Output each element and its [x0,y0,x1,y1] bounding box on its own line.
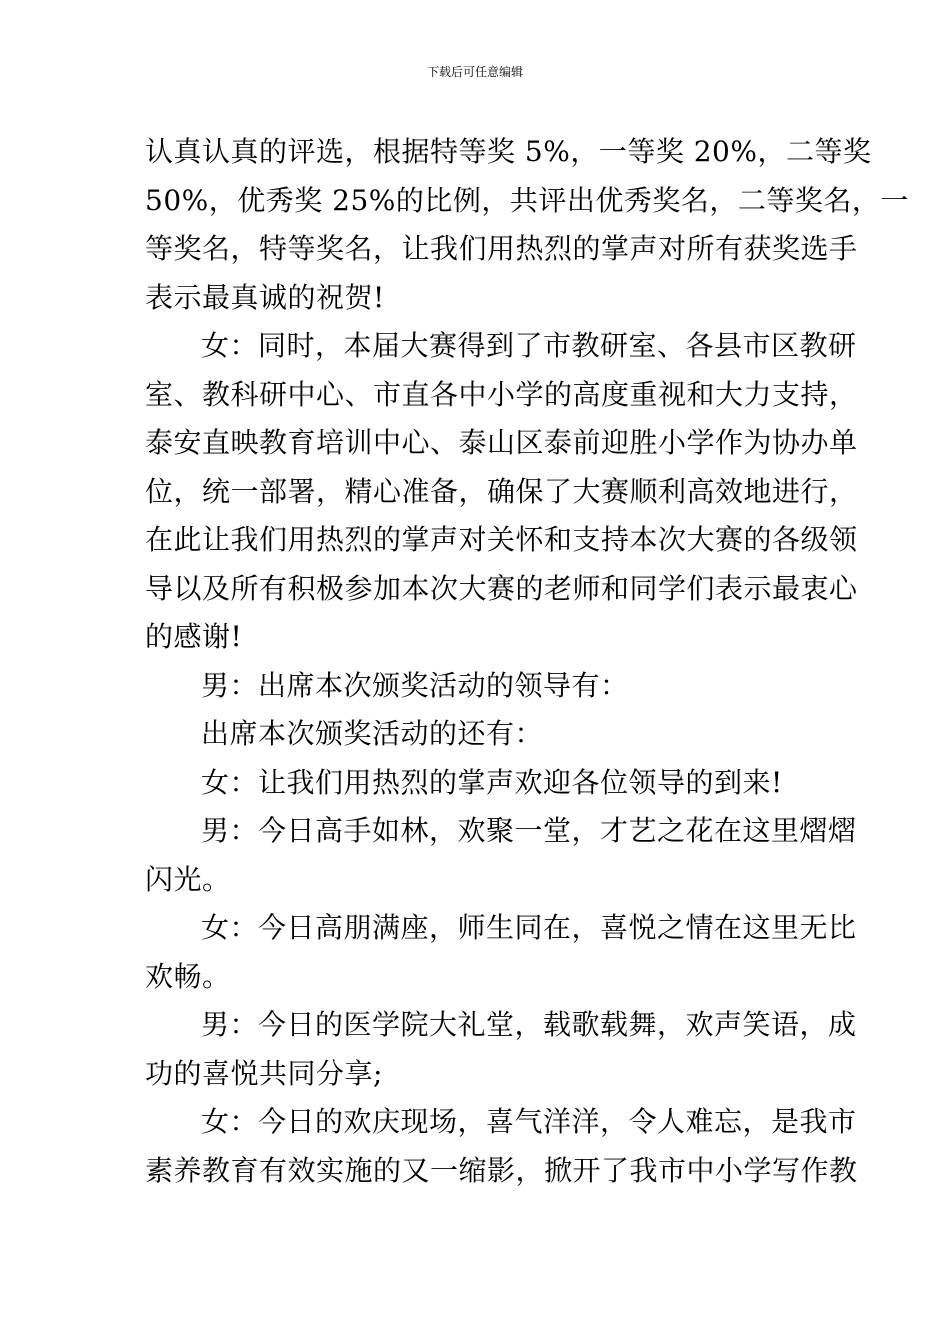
text-line: 男：今日高手如林，欢聚一堂，才艺之花在这里熠熠 [201,814,857,847]
text-line: 50%，优秀奖 25%的比例，共评出优秀奖名，二等奖名，一 [145,183,909,217]
text-line: 导以及所有积极参加本次大赛的老师和同学们表示最衷心 [145,571,858,605]
text-line: 功的喜悦共同分享; [145,1056,383,1090]
text-line: 在此让我们用热烈的掌声对关怀和支持本次大赛的各级领 [145,523,858,556]
text-line: 素养教育有效实施的又一缩影，掀开了我市中小学写作教 [145,1153,858,1187]
text-line: 等奖名，特等奖名，让我们用热烈的掌声对所有获奖选手 [145,232,858,265]
text-line: 闪光。 [145,862,231,896]
text-line: 欢畅。 [145,959,231,993]
text-line: 男：出席本次颁奖活动的领导有： [201,668,629,702]
text-line: 女：今日的欢庆现场，喜气洋洋，令人难忘，是我市 [201,1105,857,1138]
text-line: 室、教科研中心、市直各中小学的高度重视和大力支持， [145,377,858,411]
text-line: 男：今日的医学院大礼堂，载歌载舞，欢声笑语，成 [201,1008,857,1041]
text-line: 位，统一部署，精心准备，确保了大赛顺利高效地进行， [145,474,858,508]
text-line: 泰安直映教育培训中心、泰山区泰前迎胜小学作为协办单 [145,426,858,459]
text-line: 的感谢! [145,620,243,653]
text-line: 女：同时，本届大赛得到了市教研室、各县市区教研 [201,329,857,362]
text-line: 认真认真的评选，根据特等奖 5%，一等奖 20%，二等奖 [145,135,872,168]
text-line: 女：今日高朋满座，师生同在，喜悦之情在这里无比 [201,911,857,944]
text-line: 出席本次颁奖活动的还有： [201,717,544,750]
text-line: 表示最真诚的祝贺! [145,280,385,314]
page-header: 下载后可任意编辑 [426,65,523,79]
text-line: 女：让我们用热烈的掌声欢迎各位领导的到来! [201,765,783,799]
document-body [145,128,909,1195]
